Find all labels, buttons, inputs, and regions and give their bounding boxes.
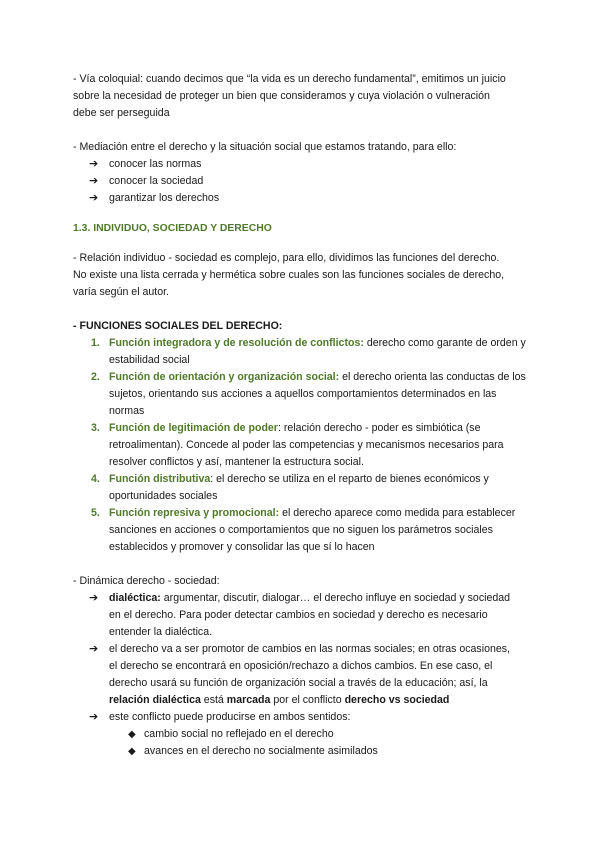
list-item xyxy=(91,471,533,505)
diamond-list xyxy=(128,726,533,760)
text-line: No existe una lista cerrada y hermética sobre cuales son las funciones sociales de derecho, xyxy=(73,269,505,281)
bold-term: dialéctica: xyxy=(109,592,161,604)
functions-section xyxy=(73,318,533,556)
list-item xyxy=(91,369,533,420)
list-number: 3. xyxy=(91,422,100,434)
list-item xyxy=(89,173,533,190)
text-span: argumentar, discutir, dialogar… el derecho influye en sociedad y sociedad xyxy=(160,592,511,604)
list-number: 1. xyxy=(91,337,100,349)
list-item xyxy=(89,709,533,726)
function-desc: derecho como garante de orden y xyxy=(363,337,526,349)
arrow-list xyxy=(89,590,533,726)
list-item-text: avances en el derecho no socialmente asimilados xyxy=(144,745,378,757)
list-item-text: cambio social no reflejado en el derecho xyxy=(144,728,334,740)
function-name: Función represiva y promocional: xyxy=(109,507,280,519)
bold-term: derecho vs sociedad xyxy=(344,694,450,706)
function-desc: retroalimentan). Concede al poder las competencias y mecanismos necesarios para xyxy=(109,439,504,451)
function-desc: el derecho aparece como medida para establecer xyxy=(279,507,516,519)
arrow-icon: ➔ xyxy=(89,643,99,655)
arrow-icon: ➔ xyxy=(89,192,99,204)
text-line: debe ser perseguida xyxy=(73,107,170,119)
paragraph-relacion xyxy=(73,250,533,301)
function-desc: sanciones en acciones o comportamientos que no siguen los parámetros sociales xyxy=(109,524,493,536)
text-span: por el conflicto xyxy=(270,694,345,706)
numbered-list xyxy=(91,335,533,556)
list-item xyxy=(128,726,533,743)
list-number: 4. xyxy=(91,473,100,485)
list-item-text: garantizar los derechos xyxy=(109,192,220,204)
arrow-icon: ➔ xyxy=(89,158,99,170)
text-line: - Relación individuo - sociedad es complejo, para ello, dividimos las funciones del derecho. xyxy=(73,252,500,264)
list-item xyxy=(89,590,533,641)
function-name: Función de legitimación de poder xyxy=(109,422,278,434)
function-name: Función integradora y de resolución de conflictos: xyxy=(109,337,364,349)
diamond-bullet-icon: ◆ xyxy=(128,746,136,757)
list-item-text: conocer la sociedad xyxy=(109,175,204,187)
function-desc: oportunidades sociales xyxy=(109,490,218,502)
list-item xyxy=(89,641,533,709)
bold-term: marcada xyxy=(226,694,271,706)
text-line: el derecho va a ser promotor de cambios en las normas sociales; en otras ocasiones, xyxy=(109,643,511,655)
list-number: 2. xyxy=(91,371,100,383)
function-name: Función de orientación y organización social: xyxy=(109,371,340,383)
text-span: está xyxy=(200,694,227,706)
text-line: - Mediación entre el derecho y la situación social que estamos tratando, para ello: xyxy=(73,141,457,153)
arrow-icon: ➔ xyxy=(89,592,99,604)
function-desc: el derecho orienta las conductas de los xyxy=(339,371,526,383)
list-item xyxy=(128,743,533,760)
list-number: 5. xyxy=(91,507,100,519)
list-item xyxy=(89,190,533,207)
document-page xyxy=(73,71,533,760)
function-desc: estabilidad social xyxy=(109,354,190,366)
list-item xyxy=(91,335,533,369)
function-desc: sujetos, orientando sus acciones a aquellos comportamientos determinados en las xyxy=(109,388,497,400)
list-item-text: conocer las normas xyxy=(109,158,202,170)
dynamics-title: - Dinámica derecho - sociedad: xyxy=(73,575,220,587)
function-desc: establecidos y promover y consolidar las que sí lo hacen xyxy=(109,541,375,553)
arrow-icon: ➔ xyxy=(89,711,99,723)
function-desc: normas xyxy=(109,405,145,417)
bold-term: relación dialéctica xyxy=(109,694,201,706)
text-line: sobre la necesidad de proteger un bien que consideramos y cuya violación o vulneración xyxy=(73,90,490,102)
text-line: el derecho se encontrará en oposición/rechazo a dichos cambios. En ese caso, el xyxy=(109,660,493,672)
section-heading: 1.3. INDIVIDUO, SOCIEDAD Y DERECHO xyxy=(73,223,272,234)
list-item xyxy=(91,505,533,556)
function-desc: : el derecho se utiliza en el reparto de bienes económicos y xyxy=(210,473,489,485)
function-desc: resolver conflictos y así, mantener la estructura social. xyxy=(109,456,364,468)
text-line: en el derecho. Para poder detectar cambios en sociedad y derecho es necesario xyxy=(109,609,488,621)
text-line: este conflicto puede producirse en ambos sentidos: xyxy=(109,711,351,723)
paragraph-mediacion xyxy=(73,139,533,207)
text-line: varía según el autor. xyxy=(73,286,169,298)
functions-title: - FUNCIONES SOCIALES DEL DERECHO: xyxy=(73,320,283,332)
paragraph-via-coloquial xyxy=(73,71,533,122)
text-line: - Vía coloquial: cuando decimos que “la vida es un derecho fundamental”, emitimos un juicio xyxy=(73,73,506,85)
list-item xyxy=(91,420,533,471)
diamond-bullet-icon: ◆ xyxy=(128,729,136,740)
arrow-list xyxy=(89,156,533,207)
arrow-icon: ➔ xyxy=(89,175,99,187)
text-line: derecho usará su función de organización social a través de la educación; así, la xyxy=(109,677,488,689)
function-desc: : relación derecho - poder es simbiótica (se xyxy=(277,422,481,434)
list-item xyxy=(89,156,533,173)
dynamics-section xyxy=(73,573,533,760)
function-name: Función distributiva xyxy=(109,473,211,485)
text-line: entender la dialéctica. xyxy=(109,626,213,638)
